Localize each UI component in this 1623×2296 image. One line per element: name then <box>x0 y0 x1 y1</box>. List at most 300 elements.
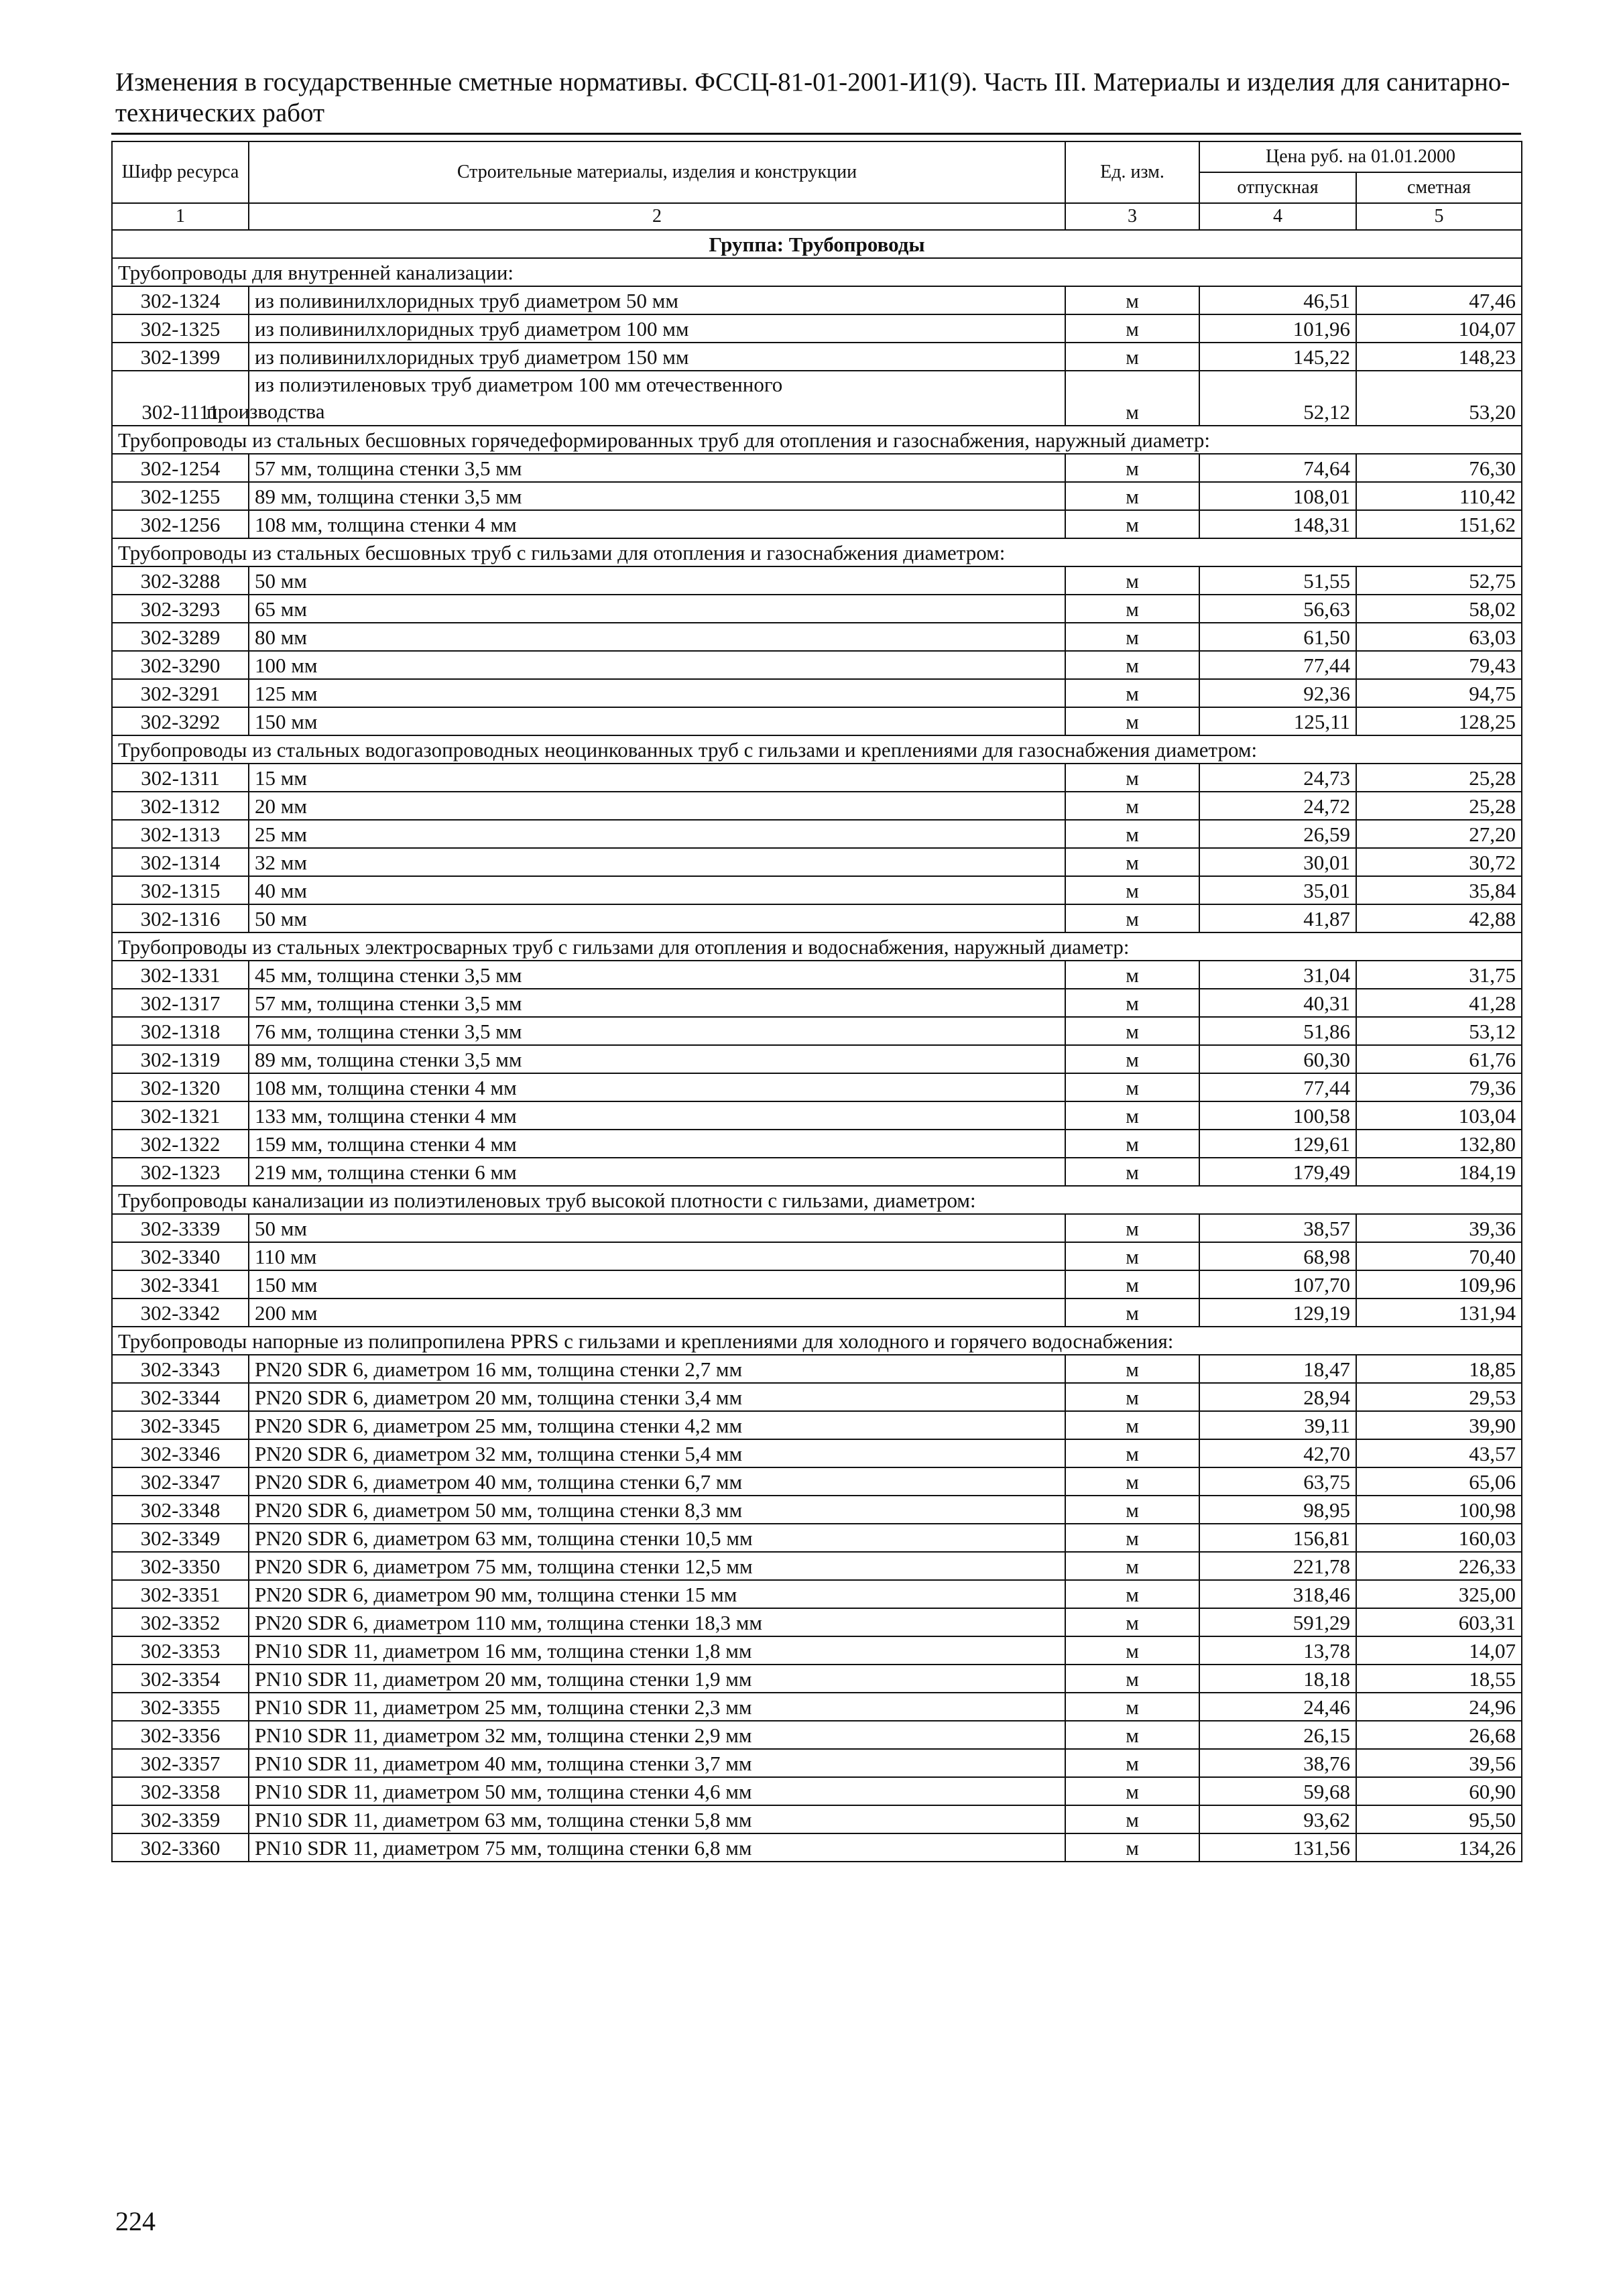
table-row <box>112 1073 1522 1101</box>
document-header-title: Изменения в государственные сметные нормативы. ФССЦ-81-01-2001-И1(9). Часть III. Материалы и изделия для санитарно-технических работ <box>115 68 1510 127</box>
price-estimate: 70,40 <box>1356 1242 1522 1270</box>
resource-code: 302-3347 <box>112 1467 249 1496</box>
table-row <box>112 1693 1522 1721</box>
price-release: 107,70 <box>1199 1270 1356 1298</box>
section-title: Трубопроводы из стальных бесшовных горячедеформированных труб для отопления и газоснабжения, наружный диаметр: <box>112 426 1522 454</box>
resource-code: 302-1317 <box>112 989 249 1017</box>
material-name: 150 мм <box>249 1270 1065 1298</box>
resource-code: 302-3289 <box>112 623 249 651</box>
price-estimate: 30,72 <box>1356 848 1522 876</box>
table-row <box>112 1749 1522 1777</box>
unit: м <box>1065 820 1199 848</box>
price-estimate: 39,36 <box>1356 1214 1522 1242</box>
price-release: 74,64 <box>1199 454 1356 482</box>
price-estimate: 53,12 <box>1356 1017 1522 1045</box>
table-row <box>112 1467 1522 1496</box>
section-title: Трубопроводы из стальных бесшовных труб с гильзами для отопления и газоснабжения диаметром: <box>112 538 1522 566</box>
material-name: PN20 SDR 6, диаметром 40 мм, толщина стенки 6,7 мм <box>249 1467 1065 1496</box>
unit: м <box>1065 1270 1199 1298</box>
price-release: 24,73 <box>1199 764 1356 792</box>
resource-code: 302-3357 <box>112 1749 249 1777</box>
unit: м <box>1065 1608 1199 1636</box>
material-name: 57 мм, толщина стенки 3,5 мм <box>249 989 1065 1017</box>
material-name: 80 мм <box>249 623 1065 651</box>
unit: м <box>1065 1693 1199 1721</box>
price-estimate: 94,75 <box>1356 679 1522 707</box>
material-name: из поливинилхлоридных труб диаметром 150 мм <box>249 343 1065 371</box>
material-name: PN20 SDR 6, диаметром 25 мм, толщина стенки 4,2 мм <box>249 1411 1065 1439</box>
price-estimate: 104,07 <box>1356 314 1522 343</box>
material-name: 89 мм, толщина стенки 3,5 мм <box>249 1045 1065 1073</box>
page-number: 224 <box>115 2206 156 2236</box>
price-estimate: 61,76 <box>1356 1045 1522 1073</box>
unit: м <box>1065 1411 1199 1439</box>
price-release: 24,72 <box>1199 792 1356 820</box>
column-header-code: Шифр ресурса <box>112 141 249 203</box>
materials-price-table <box>111 141 1522 1862</box>
material-name: PN10 SDR 11, диаметром 25 мм, толщина стенки 2,3 мм <box>249 1693 1065 1721</box>
price-estimate: 131,94 <box>1356 1298 1522 1327</box>
unit: м <box>1065 343 1199 371</box>
material-name-line: производства <box>206 400 325 423</box>
table-row <box>112 876 1522 904</box>
unit: м <box>1065 1467 1199 1496</box>
price-estimate: 41,28 <box>1356 989 1522 1017</box>
price-estimate: 184,19 <box>1356 1158 1522 1186</box>
unit: м <box>1065 1496 1199 1524</box>
table-row <box>112 1411 1522 1439</box>
material-name: 219 мм, толщина стенки 6 мм <box>249 1158 1065 1186</box>
unit: м <box>1065 1805 1199 1833</box>
price-release: 52,12 <box>1199 371 1356 426</box>
price-release: 108,01 <box>1199 482 1356 510</box>
unit: м <box>1065 1383 1199 1411</box>
table-row <box>112 1214 1522 1242</box>
resource-code: 302-3349 <box>112 1524 249 1552</box>
unit: м <box>1065 1439 1199 1467</box>
section-title: Трубопроводы из стальных водогазопроводных неоцинкованных труб с гильзами и креплениями для газоснабжения диаметром: <box>112 735 1522 764</box>
section-title: Трубопроводы канализации из полиэтиленовых труб высокой плотности с гильзами, диаметром: <box>112 1186 1522 1214</box>
table-row <box>112 482 1522 510</box>
table-row <box>112 1101 1522 1130</box>
price-release: 129,19 <box>1199 1298 1356 1327</box>
column-number: 3 <box>1065 203 1199 230</box>
price-estimate: 603,31 <box>1356 1608 1522 1636</box>
price-release: 18,18 <box>1199 1665 1356 1693</box>
unit: м <box>1065 1636 1199 1665</box>
unit: м <box>1065 1073 1199 1101</box>
resource-code: 302-1316 <box>112 904 249 932</box>
unit: м <box>1065 1552 1199 1580</box>
material-name: из поливинилхлоридных труб диаметром 100 мм <box>249 314 1065 343</box>
price-release: 129,61 <box>1199 1130 1356 1158</box>
unit: м <box>1065 848 1199 876</box>
price-release: 26,15 <box>1199 1721 1356 1749</box>
material-name: PN10 SDR 11, диаметром 32 мм, толщина стенки 2,9 мм <box>249 1721 1065 1749</box>
resource-code: 302-3288 <box>112 566 249 595</box>
price-release: 38,57 <box>1199 1214 1356 1242</box>
resource-code: 302-3344 <box>112 1383 249 1411</box>
material-name: PN20 SDR 6, диаметром 32 мм, толщина стенки 5,4 мм <box>249 1439 1065 1467</box>
table-row <box>112 1552 1522 1580</box>
resource-code: 302-3359 <box>112 1805 249 1833</box>
price-release: 51,55 <box>1199 566 1356 595</box>
price-release: 61,50 <box>1199 623 1356 651</box>
table-row <box>112 1298 1522 1327</box>
material-name: PN20 SDR 6, диаметром 63 мм, толщина стенки 10,5 мм <box>249 1524 1065 1552</box>
resource-code: 302-1312 <box>112 792 249 820</box>
resource-code: 302-3343 <box>112 1355 249 1383</box>
material-name: 150 мм <box>249 707 1065 735</box>
unit: м <box>1065 1045 1199 1073</box>
section-title: Трубопроводы для внутренней канализации: <box>112 258 1522 286</box>
resource-code: 302-1325 <box>112 314 249 343</box>
table-row <box>112 1045 1522 1073</box>
table-row <box>112 848 1522 876</box>
resource-code: 302-3352 <box>112 1608 249 1636</box>
unit: м <box>1065 623 1199 651</box>
table-row <box>112 1158 1522 1186</box>
resource-code: 302-3342 <box>112 1298 249 1327</box>
material-name: PN10 SDR 11, диаметром 63 мм, толщина стенки 5,8 мм <box>249 1805 1065 1833</box>
table-row <box>112 1608 1522 1636</box>
resource-code: 302-3351 <box>112 1580 249 1608</box>
column-header-price-estimate: сметная <box>1356 172 1522 203</box>
price-estimate: 58,02 <box>1356 595 1522 623</box>
resource-code: 302-1255 <box>112 482 249 510</box>
price-release: 40,31 <box>1199 989 1356 1017</box>
material-name: 125 мм <box>249 679 1065 707</box>
table-row <box>112 764 1522 792</box>
material-name: 89 мм, толщина стенки 3,5 мм <box>249 482 1065 510</box>
table-row <box>112 1355 1522 1383</box>
unit: м <box>1065 651 1199 679</box>
resource-code: 302-3360 <box>112 1833 249 1862</box>
table-row <box>112 1580 1522 1608</box>
column-number: 4 <box>1199 203 1356 230</box>
unit: м <box>1065 764 1199 792</box>
resource-code: 302-3358 <box>112 1777 249 1805</box>
resource-code: 302-1399 <box>112 343 249 371</box>
unit: м <box>1065 314 1199 343</box>
material-name: PN20 SDR 6, диаметром 16 мм, толщина стенки 2,7 мм <box>249 1355 1065 1383</box>
price-estimate: 42,88 <box>1356 904 1522 932</box>
resource-code: 302-1256 <box>112 510 249 538</box>
price-estimate: 63,03 <box>1356 623 1522 651</box>
unit: м <box>1065 1721 1199 1749</box>
price-estimate: 43,57 <box>1356 1439 1522 1467</box>
table-row <box>112 1496 1522 1524</box>
price-estimate: 29,53 <box>1356 1383 1522 1411</box>
resource-code: 302-1324 <box>112 286 249 314</box>
price-estimate: 325,00 <box>1356 1580 1522 1608</box>
unit: м <box>1065 1298 1199 1327</box>
resource-code: 302-1311 <box>112 764 249 792</box>
section-title: Трубопроводы из стальных электросварных труб с гильзами для отопления и водоснабжения, наружный диаметр: <box>112 932 1522 961</box>
resource-code: 302-1313 <box>112 820 249 848</box>
unit: м <box>1065 1017 1199 1045</box>
price-estimate: 25,28 <box>1356 792 1522 820</box>
unit: м <box>1065 286 1199 314</box>
unit: м <box>1065 989 1199 1017</box>
table-row <box>112 679 1522 707</box>
price-estimate: 134,26 <box>1356 1833 1522 1862</box>
resource-code: 302-3346 <box>112 1439 249 1467</box>
price-estimate: 27,20 <box>1356 820 1522 848</box>
unit: м <box>1065 1214 1199 1242</box>
resource-code: 302-3356 <box>112 1721 249 1749</box>
price-release: 51,86 <box>1199 1017 1356 1045</box>
price-release: 318,46 <box>1199 1580 1356 1608</box>
table-row <box>112 792 1522 820</box>
resource-code: 302-1319 <box>112 1045 249 1073</box>
price-release: 131,56 <box>1199 1833 1356 1862</box>
material-name <box>206 371 1065 426</box>
resource-code: 302-3354 <box>112 1665 249 1693</box>
unit: м <box>1065 1242 1199 1270</box>
price-estimate: 18,85 <box>1356 1355 1522 1383</box>
table-row <box>112 314 1522 343</box>
table-row <box>112 904 1522 932</box>
group-title: Группа: Трубопроводы <box>112 230 1522 258</box>
price-release: 92,36 <box>1199 679 1356 707</box>
resource-code: 302-1318 <box>112 1017 249 1045</box>
price-release: 28,94 <box>1199 1383 1356 1411</box>
price-estimate: 103,04 <box>1356 1101 1522 1130</box>
resource-code: 302-3339 <box>112 1214 249 1242</box>
table-row <box>112 1130 1522 1158</box>
price-estimate: 160,03 <box>1356 1524 1522 1552</box>
resource-code: 302-1322 <box>112 1130 249 1158</box>
price-release: 221,78 <box>1199 1552 1356 1580</box>
unit: м <box>1065 510 1199 538</box>
section-title: Трубопроводы напорные из полипропилена PPRS с гильзами и креплениями для холодного и горячего водоснабжения: <box>112 1327 1522 1355</box>
price-release: 46,51 <box>1199 286 1356 314</box>
table-row <box>112 1017 1522 1045</box>
table-row <box>112 595 1522 623</box>
resource-code: 302-3341 <box>112 1270 249 1298</box>
material-name: 15 мм <box>249 764 1065 792</box>
unit: м <box>1065 961 1199 989</box>
unit: м <box>1065 1524 1199 1552</box>
price-estimate: 109,96 <box>1356 1270 1522 1298</box>
price-estimate: 76,30 <box>1356 454 1522 482</box>
table-row <box>112 820 1522 848</box>
material-name: 65 мм <box>249 595 1065 623</box>
price-release: 591,29 <box>1199 1608 1356 1636</box>
column-number: 2 <box>249 203 1065 230</box>
material-name: PN10 SDR 11, диаметром 50 мм, толщина стенки 4,6 мм <box>249 1777 1065 1805</box>
resource-code: 302-3293 <box>112 595 249 623</box>
price-release: 24,46 <box>1199 1693 1356 1721</box>
table-row <box>112 1383 1522 1411</box>
unit: м <box>1065 482 1199 510</box>
column-header-name: Строительные материалы, изделия и конструкции <box>249 141 1065 203</box>
table-row <box>112 1833 1522 1862</box>
table-row <box>112 1665 1522 1693</box>
table-row <box>112 566 1522 595</box>
resource-code: 302-1314 <box>112 848 249 876</box>
price-release: 68,98 <box>1199 1242 1356 1270</box>
price-estimate: 31,75 <box>1356 961 1522 989</box>
price-estimate: 132,80 <box>1356 1130 1522 1158</box>
table-row <box>112 371 1522 426</box>
unit: м <box>1065 707 1199 735</box>
material-name: 76 мм, толщина стенки 3,5 мм <box>249 1017 1065 1045</box>
material-name: 57 мм, толщина стенки 3,5 мм <box>249 454 1065 482</box>
header-rule <box>111 133 1521 135</box>
price-estimate: 35,84 <box>1356 876 1522 904</box>
resource-code: 302-3350 <box>112 1552 249 1580</box>
price-release: 77,44 <box>1199 651 1356 679</box>
material-name: 108 мм, толщина стенки 4 мм <box>249 1073 1065 1101</box>
column-header-price-release: отпускная <box>1199 172 1356 203</box>
resource-code: 302-3345 <box>112 1411 249 1439</box>
material-name: PN20 SDR 6, диаметром 50 мм, толщина стенки 8,3 мм <box>249 1496 1065 1524</box>
price-release: 98,95 <box>1199 1496 1356 1524</box>
material-name: 50 мм <box>249 566 1065 595</box>
resource-code: 302-3290 <box>112 651 249 679</box>
price-release: 41,87 <box>1199 904 1356 932</box>
price-release: 56,63 <box>1199 595 1356 623</box>
price-estimate: 79,43 <box>1356 651 1522 679</box>
unit: м <box>1065 1749 1199 1777</box>
table-row <box>112 343 1522 371</box>
price-estimate: 128,25 <box>1356 707 1522 735</box>
price-release: 63,75 <box>1199 1467 1356 1496</box>
column-number: 1 <box>112 203 249 230</box>
material-name: PN10 SDR 11, диаметром 75 мм, толщина стенки 6,8 мм <box>249 1833 1065 1862</box>
price-estimate: 226,33 <box>1356 1552 1522 1580</box>
price-estimate: 53,20 <box>1356 371 1522 426</box>
resource-code: 302-1254 <box>112 454 249 482</box>
table-row <box>112 1777 1522 1805</box>
price-estimate: 47,46 <box>1356 286 1522 314</box>
table-row <box>112 961 1522 989</box>
resource-code: 302-3291 <box>112 679 249 707</box>
price-estimate: 24,96 <box>1356 1693 1522 1721</box>
table-row <box>112 1242 1522 1270</box>
column-number: 5 <box>1356 203 1522 230</box>
price-release: 93,62 <box>1199 1805 1356 1833</box>
material-name: 25 мм <box>249 820 1065 848</box>
unit: м <box>1065 1580 1199 1608</box>
material-name: 20 мм <box>249 792 1065 820</box>
resource-code: 302-1315 <box>112 876 249 904</box>
price-estimate: 65,06 <box>1356 1467 1522 1496</box>
price-release: 26,59 <box>1199 820 1356 848</box>
unit: м <box>1065 371 1199 426</box>
price-estimate: 151,62 <box>1356 510 1522 538</box>
price-estimate: 79,36 <box>1356 1073 1522 1101</box>
material-name: PN20 SDR 6, диаметром 75 мм, толщина стенки 12,5 мм <box>249 1552 1065 1580</box>
price-estimate: 95,50 <box>1356 1805 1522 1833</box>
table-row <box>112 989 1522 1017</box>
material-name: 32 мм <box>249 848 1065 876</box>
table-row <box>112 623 1522 651</box>
unit: м <box>1065 679 1199 707</box>
column-header-price: Цена руб. на 01.01.2000 <box>1199 141 1522 172</box>
resource-code: 302-3340 <box>112 1242 249 1270</box>
material-name: PN10 SDR 11, диаметром 16 мм, толщина стенки 1,8 мм <box>249 1636 1065 1665</box>
material-name: 200 мм <box>249 1298 1065 1327</box>
price-release: 148,31 <box>1199 510 1356 538</box>
material-name: 110 мм <box>249 1242 1065 1270</box>
price-release: 42,70 <box>1199 1439 1356 1467</box>
unit: м <box>1065 454 1199 482</box>
unit: м <box>1065 595 1199 623</box>
price-release: 31,04 <box>1199 961 1356 989</box>
unit: м <box>1065 904 1199 932</box>
price-estimate: 110,42 <box>1356 482 1522 510</box>
price-release: 101,96 <box>1199 314 1356 343</box>
price-estimate: 39,56 <box>1356 1749 1522 1777</box>
table-row <box>112 1805 1522 1833</box>
resource-code: 302-1320 <box>112 1073 249 1101</box>
unit: м <box>1065 1777 1199 1805</box>
resource-code: 302-1331 <box>112 961 249 989</box>
price-release: 125,11 <box>1199 707 1356 735</box>
table-row <box>112 1524 1522 1552</box>
table-row <box>112 286 1522 314</box>
material-name: 40 мм <box>249 876 1065 904</box>
table-row <box>112 1636 1522 1665</box>
unit: м <box>1065 566 1199 595</box>
price-estimate: 25,28 <box>1356 764 1522 792</box>
price-release: 13,78 <box>1199 1636 1356 1665</box>
unit: м <box>1065 1665 1199 1693</box>
material-name: PN20 SDR 6, диаметром 90 мм, толщина стенки 15 мм <box>249 1580 1065 1608</box>
material-name: 50 мм <box>249 904 1065 932</box>
unit: м <box>1065 1355 1199 1383</box>
table-row <box>112 1439 1522 1467</box>
price-estimate: 14,07 <box>1356 1636 1522 1665</box>
price-release: 145,22 <box>1199 343 1356 371</box>
material-name: из поливинилхлоридных труб диаметром 50 мм <box>249 286 1065 314</box>
material-name: 100 мм <box>249 651 1065 679</box>
price-release: 156,81 <box>1199 1524 1356 1552</box>
material-name: 108 мм, толщина стенки 4 мм <box>249 510 1065 538</box>
price-release: 60,30 <box>1199 1045 1356 1073</box>
price-release: 59,68 <box>1199 1777 1356 1805</box>
price-release: 18,47 <box>1199 1355 1356 1383</box>
price-release: 30,01 <box>1199 848 1356 876</box>
resource-code: 302-3353 <box>112 1636 249 1665</box>
price-estimate: 39,90 <box>1356 1411 1522 1439</box>
unit: м <box>1065 1130 1199 1158</box>
material-name: 159 мм, толщина стенки 4 мм <box>249 1130 1065 1158</box>
price-estimate: 148,23 <box>1356 343 1522 371</box>
table-row <box>112 651 1522 679</box>
column-header-unit: Ед. изм. <box>1065 141 1199 203</box>
unit: м <box>1065 1833 1199 1862</box>
material-name: 133 мм, толщина стенки 4 мм <box>249 1101 1065 1130</box>
price-release: 179,49 <box>1199 1158 1356 1186</box>
material-name: 45 мм, толщина стенки 3,5 мм <box>249 961 1065 989</box>
price-release: 38,76 <box>1199 1749 1356 1777</box>
material-name: PN10 SDR 11, диаметром 20 мм, толщина стенки 1,9 мм <box>249 1665 1065 1693</box>
price-release: 35,01 <box>1199 876 1356 904</box>
price-estimate: 26,68 <box>1356 1721 1522 1749</box>
table-row <box>112 1270 1522 1298</box>
unit: м <box>1065 876 1199 904</box>
price-release: 100,58 <box>1199 1101 1356 1130</box>
table-row <box>112 510 1522 538</box>
resource-code: 302-3348 <box>112 1496 249 1524</box>
resource-code: 302-1323 <box>112 1158 249 1186</box>
material-name-line: из полиэтиленовых труб диаметром 100 мм отечественного <box>255 373 783 396</box>
resource-code: 302-1111 <box>112 371 249 426</box>
